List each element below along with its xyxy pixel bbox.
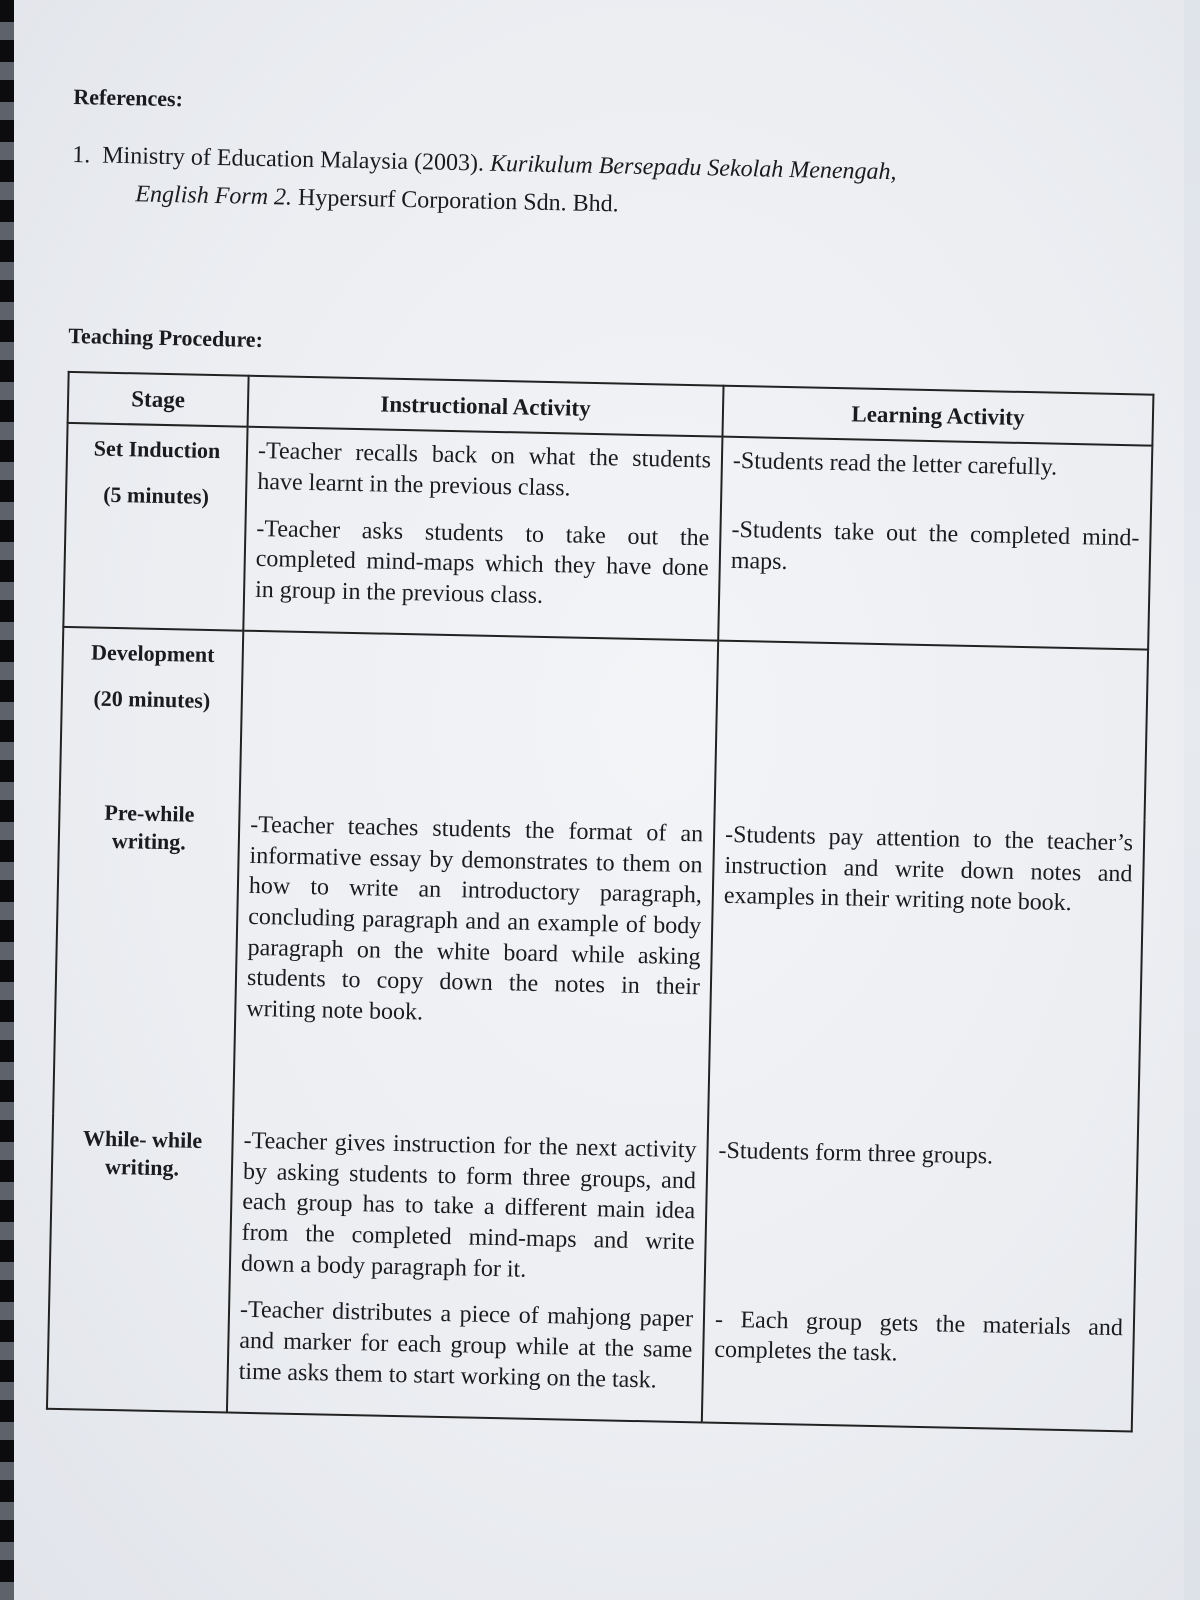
stage-name: While- while writing. [82,1125,203,1181]
reference-title-continued: English Form 2. [135,181,293,211]
learning-activity-text: -Students read the letter carefully. [732,448,1058,481]
reference-publisher: Hypersurf Corporation Sdn. Bhd. [297,185,619,218]
stage-duration: (20 minutes) [93,685,211,713]
learning-cell-development [715,640,1148,820]
page-content [46,70,1159,1432]
table-row-pre-while-writing [53,798,1144,1137]
learning-activity-text: -Students form three groups. [718,1137,994,1170]
learning-activity-text: -Students pay attention to the teacher’s instruction and write down notes and examples in their writing note book. [723,821,1134,917]
stage-cell-development [60,627,244,802]
stage-cell-pre-while-writing [53,798,240,1118]
teaching-procedure-table [46,371,1155,1432]
learning-activity-text: -Students take out the completed mind-maps. [730,516,1140,575]
instructional-cell-pre-while-writing [233,801,715,1127]
stage-name: Development [90,639,215,667]
table-row-development [60,627,1148,821]
document-page [14,0,1184,1600]
learning-activity-text: - Each group gets the materials and completes the task. [714,1306,1124,1367]
stage-cell-set-induction [63,423,247,630]
instructional-activity-text: -Teacher asks students to take out the completed mind-maps which they have done in group in the previous class. [254,515,710,610]
learning-cell-set-induction [718,437,1152,650]
table-row-while-while-writing [47,1114,1138,1431]
instructional-cell-while-while-writing [227,1117,708,1422]
instructional-activity-text: -Teacher distributes a piece of mahjong paper and marker for each group while at the same time asks them to start working on the task. [238,1297,694,1394]
references-heading: References: [73,83,184,112]
header-instructional-activity: Instructional Activity [248,376,724,437]
reference-author-year: Ministry of Education Malaysia (2003). [101,142,485,177]
reference-title: Kurikulum Bersepadu Sekolah Menengah, [489,150,897,186]
learning-cell-pre-while-writing [708,811,1145,1136]
stage-name: Set Induction [93,435,221,464]
table-row-set-induction [63,423,1152,649]
instructional-activity-text: -Teacher gives instruction for the next activity by asking students to form three groups, and each group has to take a different main idea from the completed mind-maps and write down a body paragraph for it. [240,1127,697,1283]
header-stage: Stage [68,372,249,427]
stage-name: Pre-while writing. [104,799,195,855]
instructional-activity-text: -Teacher recalls back on what the students have learnt in the previous class. [257,438,712,502]
stage-duration: (5 minutes) [102,482,210,510]
instructional-activity-text: -Teacher teaches students the format of an informative essay by demonstrates to them on how to write an introductory paragraph, concluding paragraph and an example of body paragraph on the white board while asking students to copy down the notes in their writing note book. [246,811,704,1026]
teaching-procedure-heading: Teaching Procedure: [68,322,264,352]
instructional-cell-set-induction [243,427,722,640]
instructional-cell-development [240,630,718,811]
reference-number: 1. [71,141,91,169]
stage-cell-while-while-writing [47,1114,233,1412]
spiral-binding [0,0,14,1600]
reference-item [71,136,1157,235]
header-learning-activity: Learning Activity [722,385,1153,445]
learning-cell-while-while-writing [702,1127,1138,1431]
